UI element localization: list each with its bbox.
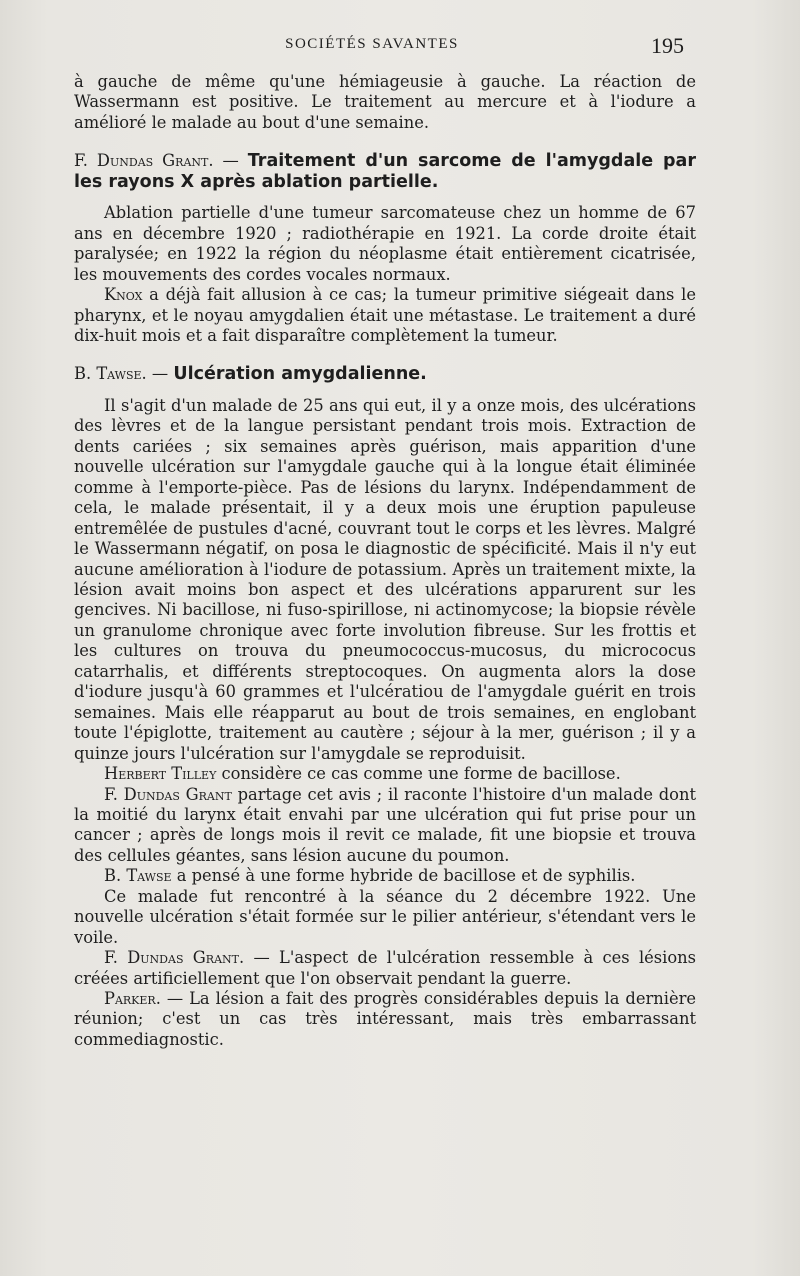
page-body bbox=[74, 72, 696, 1050]
sarcome-paragraph-2 bbox=[74, 285, 696, 346]
ulceration-paragraph-7 bbox=[74, 989, 696, 1050]
intro-paragraph: à gauche de même qu'une hémiageusie à gauche. La réaction de Wassermann est positive. Le traitement au mercure et à l'iodure a amélioré le malade au bout d'une semaine. bbox=[74, 72, 696, 132]
ulceration-paragraph-6 bbox=[74, 948, 696, 989]
ulceration-paragraph-3 bbox=[74, 785, 696, 867]
paragraph-text: a déjà fait allusion à ce cas; la tumeur primitive siégeait dans le pharynx, et le noyau amygdalien était une métastase. Le traitement a duré dix-huit mois et a fait disparaître complètement la tumeur. bbox=[74, 285, 696, 345]
ulceration-paragraph-2 bbox=[74, 764, 696, 784]
running-title: SOCIÉTÉS SAVANTES bbox=[285, 36, 459, 52]
sarcome-title: Traitement d'un sarcome de l'amygdale par les rayons X après ablation partielle. bbox=[74, 151, 696, 192]
paragraph-text: partage cet avis ; il raconte l'histoire d'un malade dont la moitié du larynx était envahi par une ulcération qui fut prise pour un cancer ; après de longs mois il revit ce malade, fit une biopsie et trouva des cellules géantes, sans lésion aucune du poumon. bbox=[74, 784, 697, 865]
ulceration-heading bbox=[74, 364, 696, 384]
page-number: 195 bbox=[651, 33, 684, 58]
heading-dash: — bbox=[213, 151, 248, 171]
ulceration-title: Ulcération amygdalienne. bbox=[173, 364, 427, 385]
speaker-name: Knox bbox=[104, 285, 143, 305]
heading-dash: — bbox=[146, 364, 174, 384]
running-head bbox=[62, 33, 684, 60]
speaker-name: F. Dundas Grant. bbox=[104, 948, 245, 968]
sarcome-heading bbox=[74, 151, 696, 192]
sarcome-paragraph-1: Ablation partielle d'une tumeur sarcomateuse chez un homme de 67 ans en décembre 1920 ; radiothérapie en 1921. La corde droite était paralysée; en 1922 la région du néoplasme était entièrement cicatrisée, les mouvements des cordes vocales normaux. bbox=[74, 203, 696, 284]
ulceration-paragraph-5: Ce malade fut rencontré à la séance du 2 décembre 1922. Une nouvelle ulcération s'était formée sur le pilier antérieur, s'étendant vers le voile. bbox=[74, 886, 696, 947]
speaker-name: Parker. bbox=[104, 989, 161, 1009]
speaker-name: B. Tawse bbox=[104, 866, 172, 886]
paragraph-text: — L'aspect de l'ulcération ressemble à ces lésions créées artificiellement que l'on observait pendant la guerre. bbox=[74, 948, 696, 988]
sarcome-author: F. Dundas Grant. bbox=[74, 151, 214, 171]
paragraph-text: — La lésion a fait des progrès considérables depuis la dernière réunion; c'est un cas très intéressant, mais très embarrassant commediagnostic. bbox=[74, 989, 696, 1049]
ulceration-paragraph-1: Il s'agit d'un malade de 25 ans qui eut, il y a onze mois, des ulcérations des lèvres et de la langue persistant pendant trois mois. Extraction de dents cariées ; six semaines après guérison, mais apparition d'une nouvelle ulcération sur l'amygdale gauche qui à la longue était éliminée comme à l'emporte-pièce. Pas de lésions du larynx. Indépendamment de cela, le malade présentait, il y a deux mois une éruption papuleuse entremêlée de pustules d'acné, couvrant tout le corps et les lèvres. Malgré le Wassermann négatif, on posa le diagnostic de spécificité. Mais il n'y eut aucune amélioration à l'iodure de potassium. Après un traitement mixte, la lésion avait moins bon aspect et des ulcérations apparurent sur les gencives. Ni bacillose, ni fuso-spirillose, ni actinomycose; la biopsie révèle un granulome chronique avec forte involution fibreuse. Sur les frottis et les cultures on trouva du pneumococcus-mucosus, du micrococus catarrhalis, et différents streptocoques. On augmenta alors la dose d'iodure jusqu'à 60 grammes et l'ulcératiou de l'amygdale guérit en trois semaines. Mais elle réapparut au bout de trois semaines, en englobant toute l'épiglotte, traitement au cautère ; séjour à la mer, guérison ; il y a quinze jours l'ulcération sur l'amygdale se reproduisit. bbox=[74, 395, 696, 763]
speaker-name: F. Dundas Grant bbox=[104, 784, 232, 804]
ulceration-author: B. Tawse. bbox=[74, 364, 147, 384]
paragraph-text: considère ce cas comme une forme de bacillose. bbox=[216, 764, 621, 784]
speaker-name: Herbert Tilley bbox=[104, 764, 217, 784]
ulceration-paragraph-4 bbox=[74, 866, 696, 886]
paragraph-text: a pensé à une forme hybride de bacillose et de syphilis. bbox=[171, 866, 636, 886]
